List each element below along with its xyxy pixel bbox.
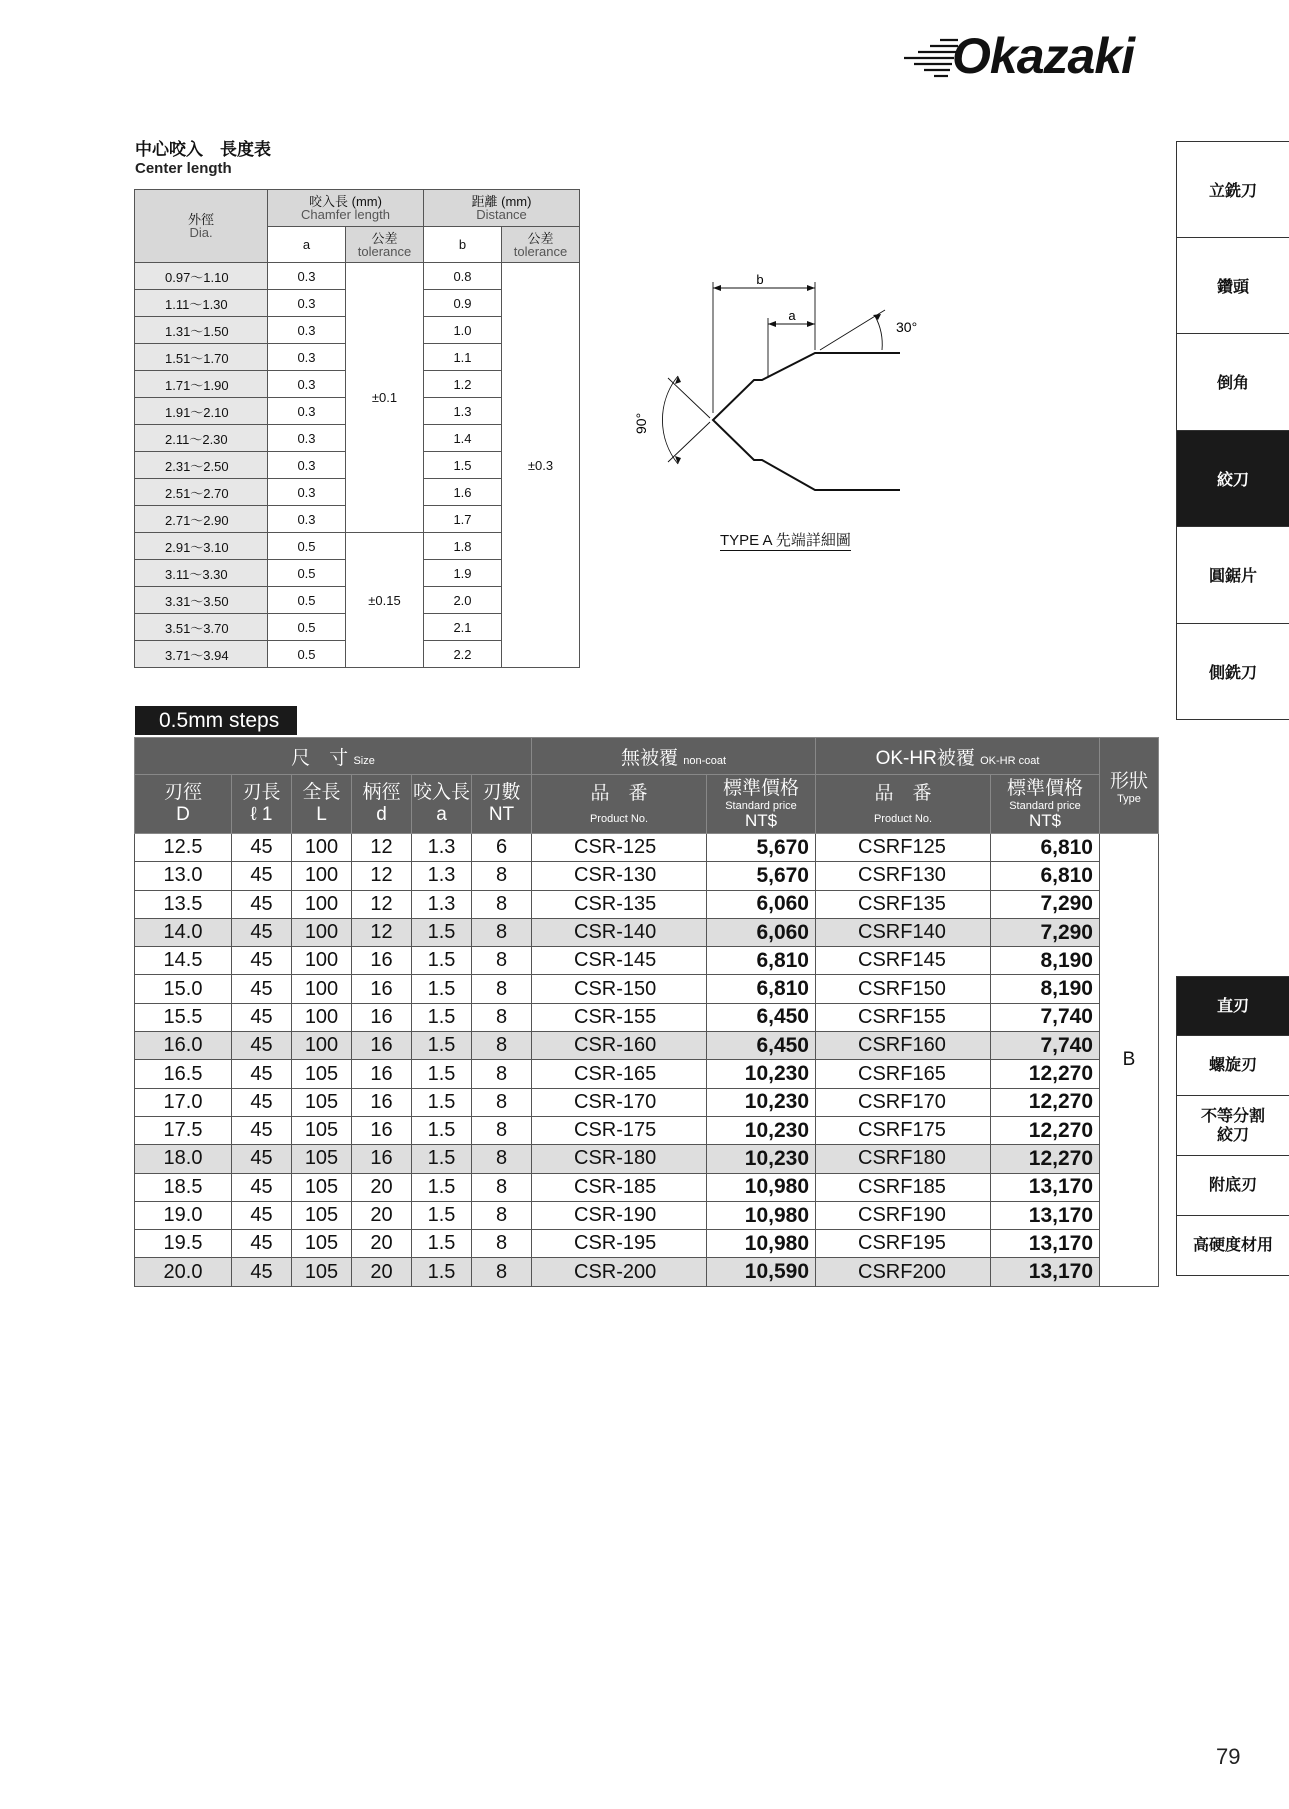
diagram-angle-90: 90° bbox=[633, 412, 649, 434]
cell-noncoat-price: 6,450 bbox=[707, 1003, 816, 1031]
cell-total-length: 100 bbox=[292, 890, 352, 918]
cell-chamfer: 1.5 bbox=[412, 1088, 472, 1116]
cell-dia: 15.5 bbox=[135, 1003, 232, 1031]
cell-dia: 13.0 bbox=[135, 862, 232, 890]
cell-okhr-price: 7,290 bbox=[991, 918, 1100, 946]
product-row bbox=[135, 918, 1159, 946]
tip-outline bbox=[713, 353, 900, 490]
header-d-dia: 刃徑 D bbox=[135, 775, 232, 834]
cell-dia: 14.0 bbox=[135, 918, 232, 946]
ct-header-tol-a: 公差 tolerance bbox=[346, 227, 424, 263]
header-l1: 刃長 ℓ 1 bbox=[232, 775, 292, 834]
cell-flutes: 8 bbox=[472, 1116, 532, 1144]
cell-okhr-product-no: CSRF170 bbox=[816, 1088, 991, 1116]
ct-header-tol-b: 公差 tolerance bbox=[502, 227, 580, 263]
ct-dia: 2.71〜2.90 bbox=[135, 506, 268, 533]
cell-total-length: 105 bbox=[292, 1145, 352, 1173]
ct-a: 0.3 bbox=[268, 452, 346, 479]
product-row bbox=[135, 862, 1159, 890]
cell-noncoat-product-no: CSR-170 bbox=[532, 1088, 707, 1116]
product-row bbox=[135, 947, 1159, 975]
cell-noncoat-price: 10,230 bbox=[707, 1145, 816, 1173]
cell-dia: 12.5 bbox=[135, 834, 232, 862]
cell-shank: 16 bbox=[352, 975, 412, 1003]
product-row bbox=[135, 1230, 1159, 1258]
cell-flute-length: 45 bbox=[232, 1258, 292, 1286]
ct-b: 1.5 bbox=[424, 452, 502, 479]
cell-okhr-product-no: CSRF125 bbox=[816, 834, 991, 862]
diagram-caption: TYPE A 先端詳細圖 bbox=[720, 532, 851, 549]
ct-a: 0.3 bbox=[268, 506, 346, 533]
cell-flutes: 8 bbox=[472, 918, 532, 946]
category-tabs bbox=[1176, 141, 1289, 720]
product-table bbox=[134, 737, 1159, 1287]
cell-flutes: 8 bbox=[472, 1230, 532, 1258]
cell-dia: 18.0 bbox=[135, 1145, 232, 1173]
cell-okhr-price: 12,270 bbox=[991, 1060, 1100, 1088]
ct-a: 0.5 bbox=[268, 641, 346, 668]
cell-okhr-product-no: CSRF155 bbox=[816, 1003, 991, 1031]
cell-shank: 16 bbox=[352, 947, 412, 975]
cell-flutes: 8 bbox=[472, 1088, 532, 1116]
header-noncoat: 無被覆 non-coat bbox=[532, 738, 816, 775]
ct-b: 1.8 bbox=[424, 533, 502, 560]
cell-okhr-price: 13,170 bbox=[991, 1173, 1100, 1201]
header-okhr-product-no: 品 番 Product No. bbox=[816, 775, 991, 834]
cell-dia: 15.0 bbox=[135, 975, 232, 1003]
cell-noncoat-product-no: CSR-130 bbox=[532, 862, 707, 890]
ct-dia: 2.11〜2.30 bbox=[135, 425, 268, 452]
cell-okhr-price: 8,190 bbox=[991, 975, 1100, 1003]
cell-okhr-product-no: CSRF135 bbox=[816, 890, 991, 918]
ct-row bbox=[135, 263, 580, 290]
cell-shank: 12 bbox=[352, 834, 412, 862]
ct-b: 0.8 bbox=[424, 263, 502, 290]
subcategory-tab[interactable]: 螺旋刃 bbox=[1176, 1036, 1289, 1096]
category-tab[interactable]: 鑽頭 bbox=[1176, 238, 1289, 335]
header-okhr-coat: OK-HR被覆 OK-HR coat bbox=[816, 738, 1100, 775]
cell-noncoat-product-no: CSR-165 bbox=[532, 1060, 707, 1088]
product-row bbox=[135, 975, 1159, 1003]
header-noncoat-price: 標準價格 Standard price NT$ bbox=[707, 775, 816, 834]
cell-chamfer: 1.5 bbox=[412, 1116, 472, 1144]
cell-noncoat-product-no: CSR-195 bbox=[532, 1230, 707, 1258]
cell-chamfer: 1.3 bbox=[412, 862, 472, 890]
ct-header-a: a bbox=[268, 227, 346, 263]
center-length-title-zh: 中心咬入 長度表 bbox=[135, 140, 271, 159]
product-row bbox=[135, 1116, 1159, 1144]
subcategory-tab[interactable]: 不等分割 絞刀 bbox=[1176, 1096, 1289, 1156]
ct-a: 0.5 bbox=[268, 614, 346, 641]
cell-total-length: 105 bbox=[292, 1060, 352, 1088]
cell-chamfer: 1.5 bbox=[412, 1060, 472, 1088]
ct-dia: 2.91〜3.10 bbox=[135, 533, 268, 560]
ct-dia: 0.97〜1.10 bbox=[135, 263, 268, 290]
ct-dia: 3.31〜3.50 bbox=[135, 587, 268, 614]
ct-dia: 2.31〜2.50 bbox=[135, 452, 268, 479]
header-type: 形狀 Type bbox=[1100, 738, 1159, 834]
cell-okhr-price: 13,170 bbox=[991, 1230, 1100, 1258]
cell-dia: 19.5 bbox=[135, 1230, 232, 1258]
cell-noncoat-price: 10,980 bbox=[707, 1201, 816, 1229]
product-row bbox=[135, 1201, 1159, 1229]
ct-dia: 3.71〜3.94 bbox=[135, 641, 268, 668]
cell-okhr-product-no: CSRF200 bbox=[816, 1258, 991, 1286]
ct-a: 0.3 bbox=[268, 317, 346, 344]
cell-noncoat-product-no: CSR-140 bbox=[532, 918, 707, 946]
center-length-table bbox=[134, 189, 580, 668]
diagram-label-b: b bbox=[756, 272, 764, 287]
cell-shank: 12 bbox=[352, 862, 412, 890]
cell-flutes: 8 bbox=[472, 862, 532, 890]
ct-a: 0.3 bbox=[268, 425, 346, 452]
cell-okhr-product-no: CSRF140 bbox=[816, 918, 991, 946]
ct-b: 2.1 bbox=[424, 614, 502, 641]
subcategory-tab[interactable]: 直刃 bbox=[1176, 976, 1289, 1036]
cell-shank: 20 bbox=[352, 1173, 412, 1201]
cell-noncoat-price: 10,980 bbox=[707, 1230, 816, 1258]
ct-dia: 3.11〜3.30 bbox=[135, 560, 268, 587]
product-row bbox=[135, 1258, 1159, 1286]
product-row bbox=[135, 1060, 1159, 1088]
cell-flute-length: 45 bbox=[232, 1060, 292, 1088]
cell-noncoat-product-no: CSR-200 bbox=[532, 1258, 707, 1286]
ct-dia: 2.51〜2.70 bbox=[135, 479, 268, 506]
cell-noncoat-product-no: CSR-180 bbox=[532, 1145, 707, 1173]
cell-shank: 20 bbox=[352, 1201, 412, 1229]
cell-okhr-product-no: CSRF195 bbox=[816, 1230, 991, 1258]
ct-a: 0.3 bbox=[268, 290, 346, 317]
cell-dia: 17.0 bbox=[135, 1088, 232, 1116]
cell-dia: 17.5 bbox=[135, 1116, 232, 1144]
ct-a: 0.5 bbox=[268, 533, 346, 560]
cell-flutes: 8 bbox=[472, 947, 532, 975]
ct-b: 1.9 bbox=[424, 560, 502, 587]
ct-dia: 1.51〜1.70 bbox=[135, 344, 268, 371]
product-row bbox=[135, 1173, 1159, 1201]
cell-flutes: 8 bbox=[472, 1060, 532, 1088]
cell-noncoat-price: 6,450 bbox=[707, 1032, 816, 1060]
cell-total-length: 105 bbox=[292, 1230, 352, 1258]
cell-flutes: 8 bbox=[472, 1201, 532, 1229]
cell-okhr-product-no: CSRF175 bbox=[816, 1116, 991, 1144]
cell-dia: 16.5 bbox=[135, 1060, 232, 1088]
ct-b: 1.3 bbox=[424, 398, 502, 425]
cell-okhr-product-no: CSRF180 bbox=[816, 1145, 991, 1173]
cell-flute-length: 45 bbox=[232, 1173, 292, 1201]
cell-noncoat-price: 6,060 bbox=[707, 890, 816, 918]
ct-header-b: b bbox=[424, 227, 502, 263]
diagram-label-a: a bbox=[788, 308, 796, 323]
cell-flute-length: 45 bbox=[232, 947, 292, 975]
cell-okhr-price: 7,740 bbox=[991, 1003, 1100, 1031]
cell-okhr-price: 12,270 bbox=[991, 1088, 1100, 1116]
cell-chamfer: 1.5 bbox=[412, 1032, 472, 1060]
cell-flute-length: 45 bbox=[232, 1116, 292, 1144]
ct-a: 0.3 bbox=[268, 398, 346, 425]
cell-flute-length: 45 bbox=[232, 1145, 292, 1173]
cell-noncoat-product-no: CSR-155 bbox=[532, 1003, 707, 1031]
cell-flute-length: 45 bbox=[232, 1088, 292, 1116]
cell-shank: 16 bbox=[352, 1032, 412, 1060]
cell-total-length: 105 bbox=[292, 1088, 352, 1116]
ct-a: 0.5 bbox=[268, 587, 346, 614]
cell-flutes: 8 bbox=[472, 1145, 532, 1173]
cell-dia: 20.0 bbox=[135, 1258, 232, 1286]
cell-shank: 16 bbox=[352, 1116, 412, 1144]
cell-okhr-price: 6,810 bbox=[991, 862, 1100, 890]
cell-total-length: 100 bbox=[292, 947, 352, 975]
cell-shank: 12 bbox=[352, 918, 412, 946]
ct-b: 1.6 bbox=[424, 479, 502, 506]
cell-flutes: 8 bbox=[472, 1003, 532, 1031]
header-chamfer-a: 咬入長 a bbox=[412, 775, 472, 834]
ct-b: 1.4 bbox=[424, 425, 502, 452]
cell-total-length: 100 bbox=[292, 1003, 352, 1031]
cell-flute-length: 45 bbox=[232, 1003, 292, 1031]
ct-header-distance: 距離 (mm) Distance bbox=[424, 190, 580, 227]
product-row bbox=[135, 1145, 1159, 1173]
cell-noncoat-price: 6,810 bbox=[707, 975, 816, 1003]
product-row bbox=[135, 890, 1159, 918]
cell-flutes: 8 bbox=[472, 1032, 532, 1060]
ct-a: 0.3 bbox=[268, 263, 346, 290]
page-number: 79 bbox=[1216, 1744, 1241, 1769]
cell-okhr-price: 8,190 bbox=[991, 947, 1100, 975]
category-tab[interactable]: 側銑刀 bbox=[1176, 624, 1289, 721]
cell-noncoat-product-no: CSR-135 bbox=[532, 890, 707, 918]
cell-flutes: 8 bbox=[472, 1173, 532, 1201]
cell-flutes: 8 bbox=[472, 975, 532, 1003]
cell-total-length: 100 bbox=[292, 1032, 352, 1060]
cell-okhr-product-no: CSRF160 bbox=[816, 1032, 991, 1060]
ct-b: 2.0 bbox=[424, 587, 502, 614]
cell-noncoat-product-no: CSR-150 bbox=[532, 975, 707, 1003]
cell-chamfer: 1.5 bbox=[412, 1258, 472, 1286]
cell-okhr-price: 6,810 bbox=[991, 834, 1100, 862]
cell-chamfer: 1.5 bbox=[412, 975, 472, 1003]
ct-dia: 1.71〜1.90 bbox=[135, 371, 268, 398]
cell-noncoat-price: 10,230 bbox=[707, 1088, 816, 1116]
product-row bbox=[135, 1088, 1159, 1116]
cell-shank: 16 bbox=[352, 1145, 412, 1173]
ct-dia: 1.11〜1.30 bbox=[135, 290, 268, 317]
header-shank: 柄徑 d bbox=[352, 775, 412, 834]
ct-tol-a-group1: ±0.1 bbox=[346, 263, 424, 533]
cell-chamfer: 1.5 bbox=[412, 918, 472, 946]
category-tab[interactable]: 倒角 bbox=[1176, 334, 1289, 431]
ct-a: 0.3 bbox=[268, 344, 346, 371]
cell-flute-length: 45 bbox=[232, 834, 292, 862]
cell-chamfer: 1.5 bbox=[412, 1230, 472, 1258]
cell-noncoat-price: 10,230 bbox=[707, 1116, 816, 1144]
cell-okhr-price: 13,170 bbox=[991, 1258, 1100, 1286]
cell-okhr-price: 12,270 bbox=[991, 1145, 1100, 1173]
cell-dia: 16.0 bbox=[135, 1032, 232, 1060]
cell-okhr-price: 7,290 bbox=[991, 890, 1100, 918]
cell-chamfer: 1.5 bbox=[412, 1145, 472, 1173]
cell-chamfer: 1.5 bbox=[412, 947, 472, 975]
cell-okhr-product-no: CSRF165 bbox=[816, 1060, 991, 1088]
subcategory-tabs bbox=[1176, 976, 1289, 1276]
cell-total-length: 100 bbox=[292, 834, 352, 862]
ct-b: 1.1 bbox=[424, 344, 502, 371]
cell-noncoat-product-no: CSR-190 bbox=[532, 1201, 707, 1229]
cell-shank: 16 bbox=[352, 1060, 412, 1088]
logo-text: Okazaki bbox=[952, 28, 1135, 84]
subcategory-tab[interactable]: 高硬度材用 bbox=[1176, 1216, 1289, 1276]
ct-header-chamfer: 咬入長 (mm) Chamfer length bbox=[268, 190, 424, 227]
cell-shank: 16 bbox=[352, 1003, 412, 1031]
cell-noncoat-price: 10,590 bbox=[707, 1258, 816, 1286]
cell-type: B bbox=[1100, 834, 1159, 1287]
cell-flute-length: 45 bbox=[232, 1032, 292, 1060]
cell-shank: 20 bbox=[352, 1230, 412, 1258]
logo-speed-lines-icon bbox=[900, 36, 960, 80]
ct-dia: 3.51〜3.70 bbox=[135, 614, 268, 641]
cell-flutes: 8 bbox=[472, 1258, 532, 1286]
header-okhr-price: 標準價格 Standard price NT$ bbox=[991, 775, 1100, 834]
ct-dia: 1.31〜1.50 bbox=[135, 317, 268, 344]
cell-noncoat-product-no: CSR-160 bbox=[532, 1032, 707, 1060]
product-row bbox=[135, 1032, 1159, 1060]
cell-okhr-product-no: CSRF145 bbox=[816, 947, 991, 975]
cell-noncoat-price: 6,810 bbox=[707, 947, 816, 975]
cell-flute-length: 45 bbox=[232, 975, 292, 1003]
product-row bbox=[135, 834, 1159, 862]
ct-tol-b: ±0.3 bbox=[502, 263, 580, 668]
cell-chamfer: 1.3 bbox=[412, 890, 472, 918]
cell-total-length: 100 bbox=[292, 862, 352, 890]
cell-dia: 13.5 bbox=[135, 890, 232, 918]
ct-dia: 1.91〜2.10 bbox=[135, 398, 268, 425]
cell-total-length: 100 bbox=[292, 975, 352, 1003]
cell-flute-length: 45 bbox=[232, 862, 292, 890]
ct-tol-a-group2: ±0.15 bbox=[346, 533, 424, 668]
cell-total-length: 105 bbox=[292, 1258, 352, 1286]
cell-noncoat-price: 5,670 bbox=[707, 834, 816, 862]
ct-b: 1.2 bbox=[424, 371, 502, 398]
cell-dia: 18.5 bbox=[135, 1173, 232, 1201]
cell-shank: 20 bbox=[352, 1258, 412, 1286]
cell-okhr-price: 7,740 bbox=[991, 1032, 1100, 1060]
steps-label: 0.5mm steps bbox=[135, 706, 297, 735]
cell-dia: 14.5 bbox=[135, 947, 232, 975]
center-length-title-en: Center length bbox=[135, 160, 232, 177]
cell-okhr-product-no: CSRF185 bbox=[816, 1173, 991, 1201]
cell-noncoat-price: 10,230 bbox=[707, 1060, 816, 1088]
ct-a: 0.3 bbox=[268, 479, 346, 506]
cell-noncoat-price: 10,980 bbox=[707, 1173, 816, 1201]
cell-flutes: 8 bbox=[472, 890, 532, 918]
cell-okhr-price: 12,270 bbox=[991, 1116, 1100, 1144]
header-size: 尺 寸 Size bbox=[135, 738, 532, 775]
okazaki-logo bbox=[900, 28, 1160, 84]
cell-shank: 16 bbox=[352, 1088, 412, 1116]
cell-flute-length: 45 bbox=[232, 918, 292, 946]
ct-a: 0.5 bbox=[268, 560, 346, 587]
cell-chamfer: 1.3 bbox=[412, 834, 472, 862]
header-noncoat-product-no: 品 番 Product No. bbox=[532, 775, 707, 834]
cell-chamfer: 1.5 bbox=[412, 1201, 472, 1229]
cell-flutes: 6 bbox=[472, 834, 532, 862]
ct-b: 2.2 bbox=[424, 641, 502, 668]
cell-okhr-product-no: CSRF150 bbox=[816, 975, 991, 1003]
cell-okhr-product-no: CSRF190 bbox=[816, 1201, 991, 1229]
ct-a: 0.3 bbox=[268, 371, 346, 398]
cell-okhr-product-no: CSRF130 bbox=[816, 862, 991, 890]
header-flutes: 刃數 NT bbox=[472, 775, 532, 834]
center-length-title bbox=[135, 140, 271, 178]
cell-total-length: 105 bbox=[292, 1173, 352, 1201]
category-tab[interactable]: 圓鋸片 bbox=[1176, 527, 1289, 624]
cell-flute-length: 45 bbox=[232, 1230, 292, 1258]
cell-flute-length: 45 bbox=[232, 1201, 292, 1229]
category-tab[interactable]: 絞刀 bbox=[1176, 431, 1289, 528]
cell-noncoat-product-no: CSR-185 bbox=[532, 1173, 707, 1201]
ct-b: 1.0 bbox=[424, 317, 502, 344]
cell-noncoat-product-no: CSR-125 bbox=[532, 834, 707, 862]
diagram-angle-30: 30° bbox=[896, 319, 918, 335]
cell-noncoat-product-no: CSR-145 bbox=[532, 947, 707, 975]
cell-total-length: 105 bbox=[292, 1201, 352, 1229]
cell-flute-length: 45 bbox=[232, 890, 292, 918]
cell-okhr-price: 13,170 bbox=[991, 1201, 1100, 1229]
ct-b: 0.9 bbox=[424, 290, 502, 317]
cell-shank: 12 bbox=[352, 890, 412, 918]
cell-chamfer: 1.5 bbox=[412, 1003, 472, 1031]
cell-noncoat-product-no: CSR-175 bbox=[532, 1116, 707, 1144]
header-total-length: 全長 L bbox=[292, 775, 352, 834]
type-a-tip-diagram bbox=[620, 270, 920, 540]
cell-dia: 19.0 bbox=[135, 1201, 232, 1229]
cell-noncoat-price: 5,670 bbox=[707, 862, 816, 890]
ct-b: 1.7 bbox=[424, 506, 502, 533]
category-tab[interactable]: 立銑刀 bbox=[1176, 141, 1289, 238]
ct-header-dia: 外徑 Dia. bbox=[135, 190, 268, 263]
cell-total-length: 100 bbox=[292, 918, 352, 946]
cell-total-length: 105 bbox=[292, 1116, 352, 1144]
product-row bbox=[135, 1003, 1159, 1031]
subcategory-tab[interactable]: 附底刃 bbox=[1176, 1156, 1289, 1216]
cell-noncoat-price: 6,060 bbox=[707, 918, 816, 946]
cell-chamfer: 1.5 bbox=[412, 1173, 472, 1201]
